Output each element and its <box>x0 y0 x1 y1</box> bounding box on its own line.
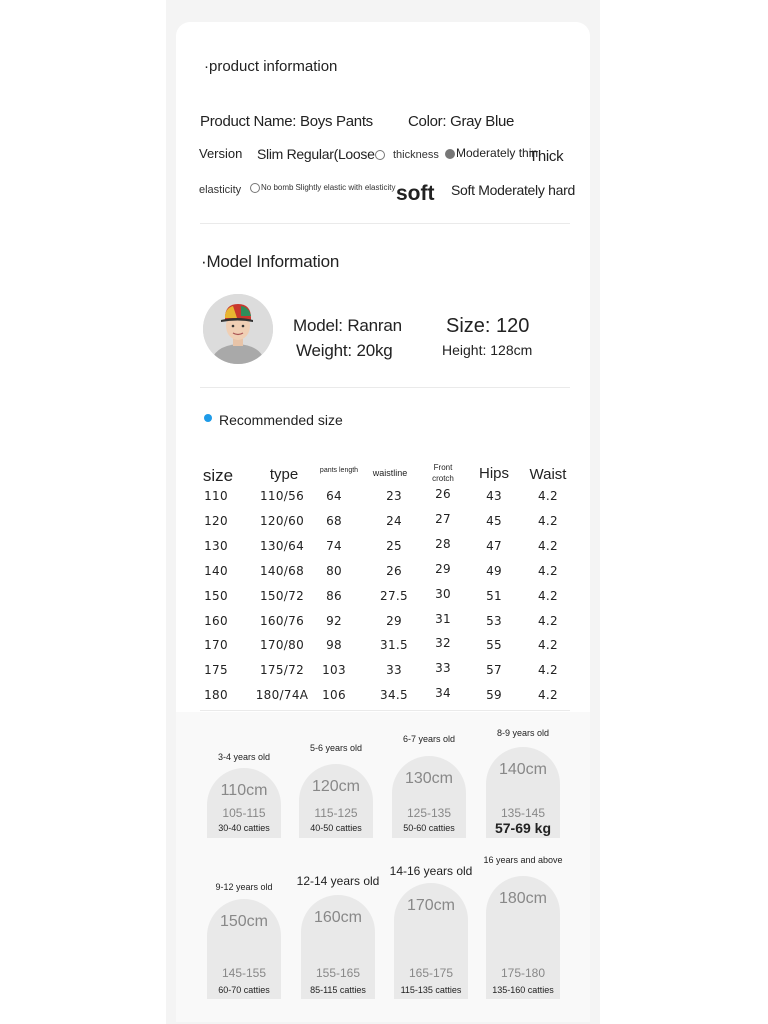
table-cell: 59 <box>486 688 502 703</box>
table-cell: 180/74A <box>255 688 309 703</box>
avatar-illustration <box>203 294 273 364</box>
elasticity-label: elasticity <box>199 184 242 196</box>
version-label: Version <box>199 146 243 161</box>
soft-moderate: Soft Moderately hard <box>451 182 575 198</box>
header-waistline: waistline <box>372 468 408 478</box>
weight-range: 135-160 catties <box>492 985 554 995</box>
elasticity-options <box>250 183 396 193</box>
no-bomb-radio-icon <box>250 183 260 193</box>
height-range: 125-135 <box>406 806 452 820</box>
table-cell: 4.2 <box>538 538 558 553</box>
moderate-radio-icon <box>445 149 455 159</box>
height-range: 115-125 <box>314 806 358 820</box>
header-pants-length: pants length <box>319 467 359 474</box>
table-cell: 106 <box>322 688 346 703</box>
table-cell: 98 <box>326 638 342 653</box>
table-cell: 4.2 <box>538 513 558 528</box>
header-hips: Hips <box>478 465 509 482</box>
header-waist: Waist <box>529 466 567 483</box>
table-cell: 120/60 <box>259 513 305 528</box>
age-label: 8-9 years old <box>496 728 550 738</box>
height-cm: 170cm <box>406 897 456 914</box>
height-range: 105-115 <box>222 806 266 820</box>
age-label: 14-16 years old <box>389 864 473 878</box>
table-cell: 86 <box>326 588 342 603</box>
table-cell: 4.2 <box>538 588 558 603</box>
table-cell: 150 <box>204 588 228 603</box>
table-cell: 80 <box>326 563 342 578</box>
elasticity-slight: Slightly elastic with elasticity <box>295 183 396 193</box>
table-cell: 4.2 <box>538 489 558 503</box>
version-loose: Loose <box>337 146 375 162</box>
table-cell: 33 <box>386 663 402 678</box>
table-cell: 64 <box>326 489 342 503</box>
version-options <box>257 146 386 162</box>
table-cell: 180 <box>204 688 228 703</box>
table-cell: 68 <box>326 513 342 528</box>
table-cell: 160 <box>204 613 228 628</box>
age-label: 16 years and above <box>483 855 563 865</box>
size-table-title: Recommended size <box>219 412 343 428</box>
table-cell: 130 <box>204 538 228 553</box>
divider <box>200 387 570 388</box>
height-cm: 150cm <box>219 913 269 930</box>
table-cell: 140 <box>204 563 228 578</box>
version-regular: Regular <box>286 146 334 162</box>
table-cell: 120 <box>204 513 228 528</box>
table-cell: 43 <box>486 489 502 503</box>
table-cell: 27.5 <box>380 588 408 603</box>
header-front-crotch: Front crotch <box>432 463 454 483</box>
divider <box>200 710 570 711</box>
table-cell: 51 <box>486 588 502 603</box>
elasticity-none: No bomb <box>261 183 294 193</box>
table-cell: 47 <box>486 538 502 553</box>
age-label: 6-7 years old <box>402 734 456 744</box>
product-color: Color: Gray Blue <box>408 113 515 130</box>
version-slim: Slim <box>257 146 284 162</box>
weight-range: 40-50 catties <box>310 823 362 833</box>
table-cell: 45 <box>486 513 502 528</box>
height-cm: 110cm <box>220 782 268 799</box>
table-cell: 130/64 <box>259 538 305 553</box>
table-cell: 150/72 <box>259 588 305 603</box>
table-cell: 92 <box>326 613 342 628</box>
model-avatar <box>203 294 273 364</box>
thickness-label: thickness <box>393 149 439 161</box>
header-type: type <box>269 466 299 483</box>
table-cell: 53 <box>486 613 502 628</box>
table-cell: 140/68 <box>259 563 305 578</box>
weight-range: 57-69 kg <box>494 820 552 836</box>
model-weight: Weight: 20kg <box>296 341 393 360</box>
table-cell: 175 <box>204 663 228 678</box>
table-cell: 160/76 <box>259 613 305 628</box>
model-height: Height: 128cm <box>442 342 533 358</box>
height-cm: 120cm <box>311 778 361 795</box>
table-cell: 55 <box>486 638 502 653</box>
table-cell: 25 <box>386 538 402 553</box>
model-section-title: ·Model Information <box>201 252 340 271</box>
height-cm: 140cm <box>498 761 548 778</box>
table-cell: 31 <box>435 611 451 626</box>
table-cell: 33 <box>435 661 451 676</box>
table-cell: 29 <box>435 561 451 576</box>
table-cell: 170/80 <box>259 638 305 653</box>
table-cell: 175/72 <box>259 663 305 678</box>
soft-label: soft <box>396 182 435 205</box>
height-cm: 180cm <box>498 890 548 907</box>
product-name: Product Name: Boys Pants <box>200 113 373 130</box>
table-cell: 26 <box>435 487 451 501</box>
age-label: 12-14 years old <box>296 874 380 888</box>
model-name: Model: Ranran <box>293 316 402 335</box>
table-cell: 27 <box>435 511 451 526</box>
table-cell: 4.2 <box>538 688 558 703</box>
table-cell: 24 <box>386 513 402 528</box>
paren-open: ( <box>333 146 338 162</box>
height-range: 155-165 <box>315 966 361 980</box>
table-cell: 110/56 <box>259 489 305 503</box>
age-label: 9-12 years old <box>215 882 273 892</box>
table-cell: 28 <box>435 536 451 551</box>
weight-range: 85-115 catties <box>310 985 366 995</box>
table-cell: 34.5 <box>380 688 408 703</box>
table-cell: 103 <box>322 663 346 678</box>
age-label: 3-4 years old <box>217 752 271 762</box>
table-cell: 30 <box>435 586 451 601</box>
model-size: Size: 120 <box>446 315 530 337</box>
divider <box>200 223 570 224</box>
table-cell: 29 <box>386 613 402 628</box>
weight-range: 60-70 catties <box>218 985 270 995</box>
height-range: 175-180 <box>500 966 546 980</box>
table-cell: 4.2 <box>538 638 558 653</box>
table-cell: 57 <box>486 663 502 678</box>
header-size: size <box>202 466 234 485</box>
table-cell: 74 <box>326 538 342 553</box>
weight-range: 50-60 catties <box>403 823 455 833</box>
table-cell: 170 <box>204 638 228 653</box>
table-cell: 23 <box>386 489 402 503</box>
height-range: 165-175 <box>408 966 454 980</box>
table-cell: 31.5 <box>380 638 408 653</box>
thickness-moderate <box>445 146 538 160</box>
loose-radio-icon <box>375 150 385 160</box>
height-range: 145-155 <box>221 966 267 980</box>
height-cm: 160cm <box>313 909 363 926</box>
height-range: 135-145 <box>500 806 546 820</box>
thickness-moderate-label: Moderately thin <box>456 146 539 160</box>
height-cm: 130cm <box>404 770 454 787</box>
bullet-dot-icon <box>204 414 212 422</box>
thickness-thick: Thick <box>529 148 564 165</box>
age-label: 5-6 years old <box>309 743 363 753</box>
table-cell: 32 <box>435 636 451 651</box>
table-cell: 110 <box>204 489 228 503</box>
weight-range: 30-40 catties <box>218 823 270 833</box>
table-cell: 26 <box>386 563 402 578</box>
weight-range: 115-135 catties <box>400 985 462 995</box>
table-cell: 4.2 <box>538 663 558 678</box>
table-cell: 4.2 <box>538 613 558 628</box>
product-section-title: ·product information <box>204 58 338 75</box>
table-cell: 4.2 <box>538 563 558 578</box>
table-cell: 49 <box>486 563 502 578</box>
table-cell: 34 <box>435 686 451 701</box>
